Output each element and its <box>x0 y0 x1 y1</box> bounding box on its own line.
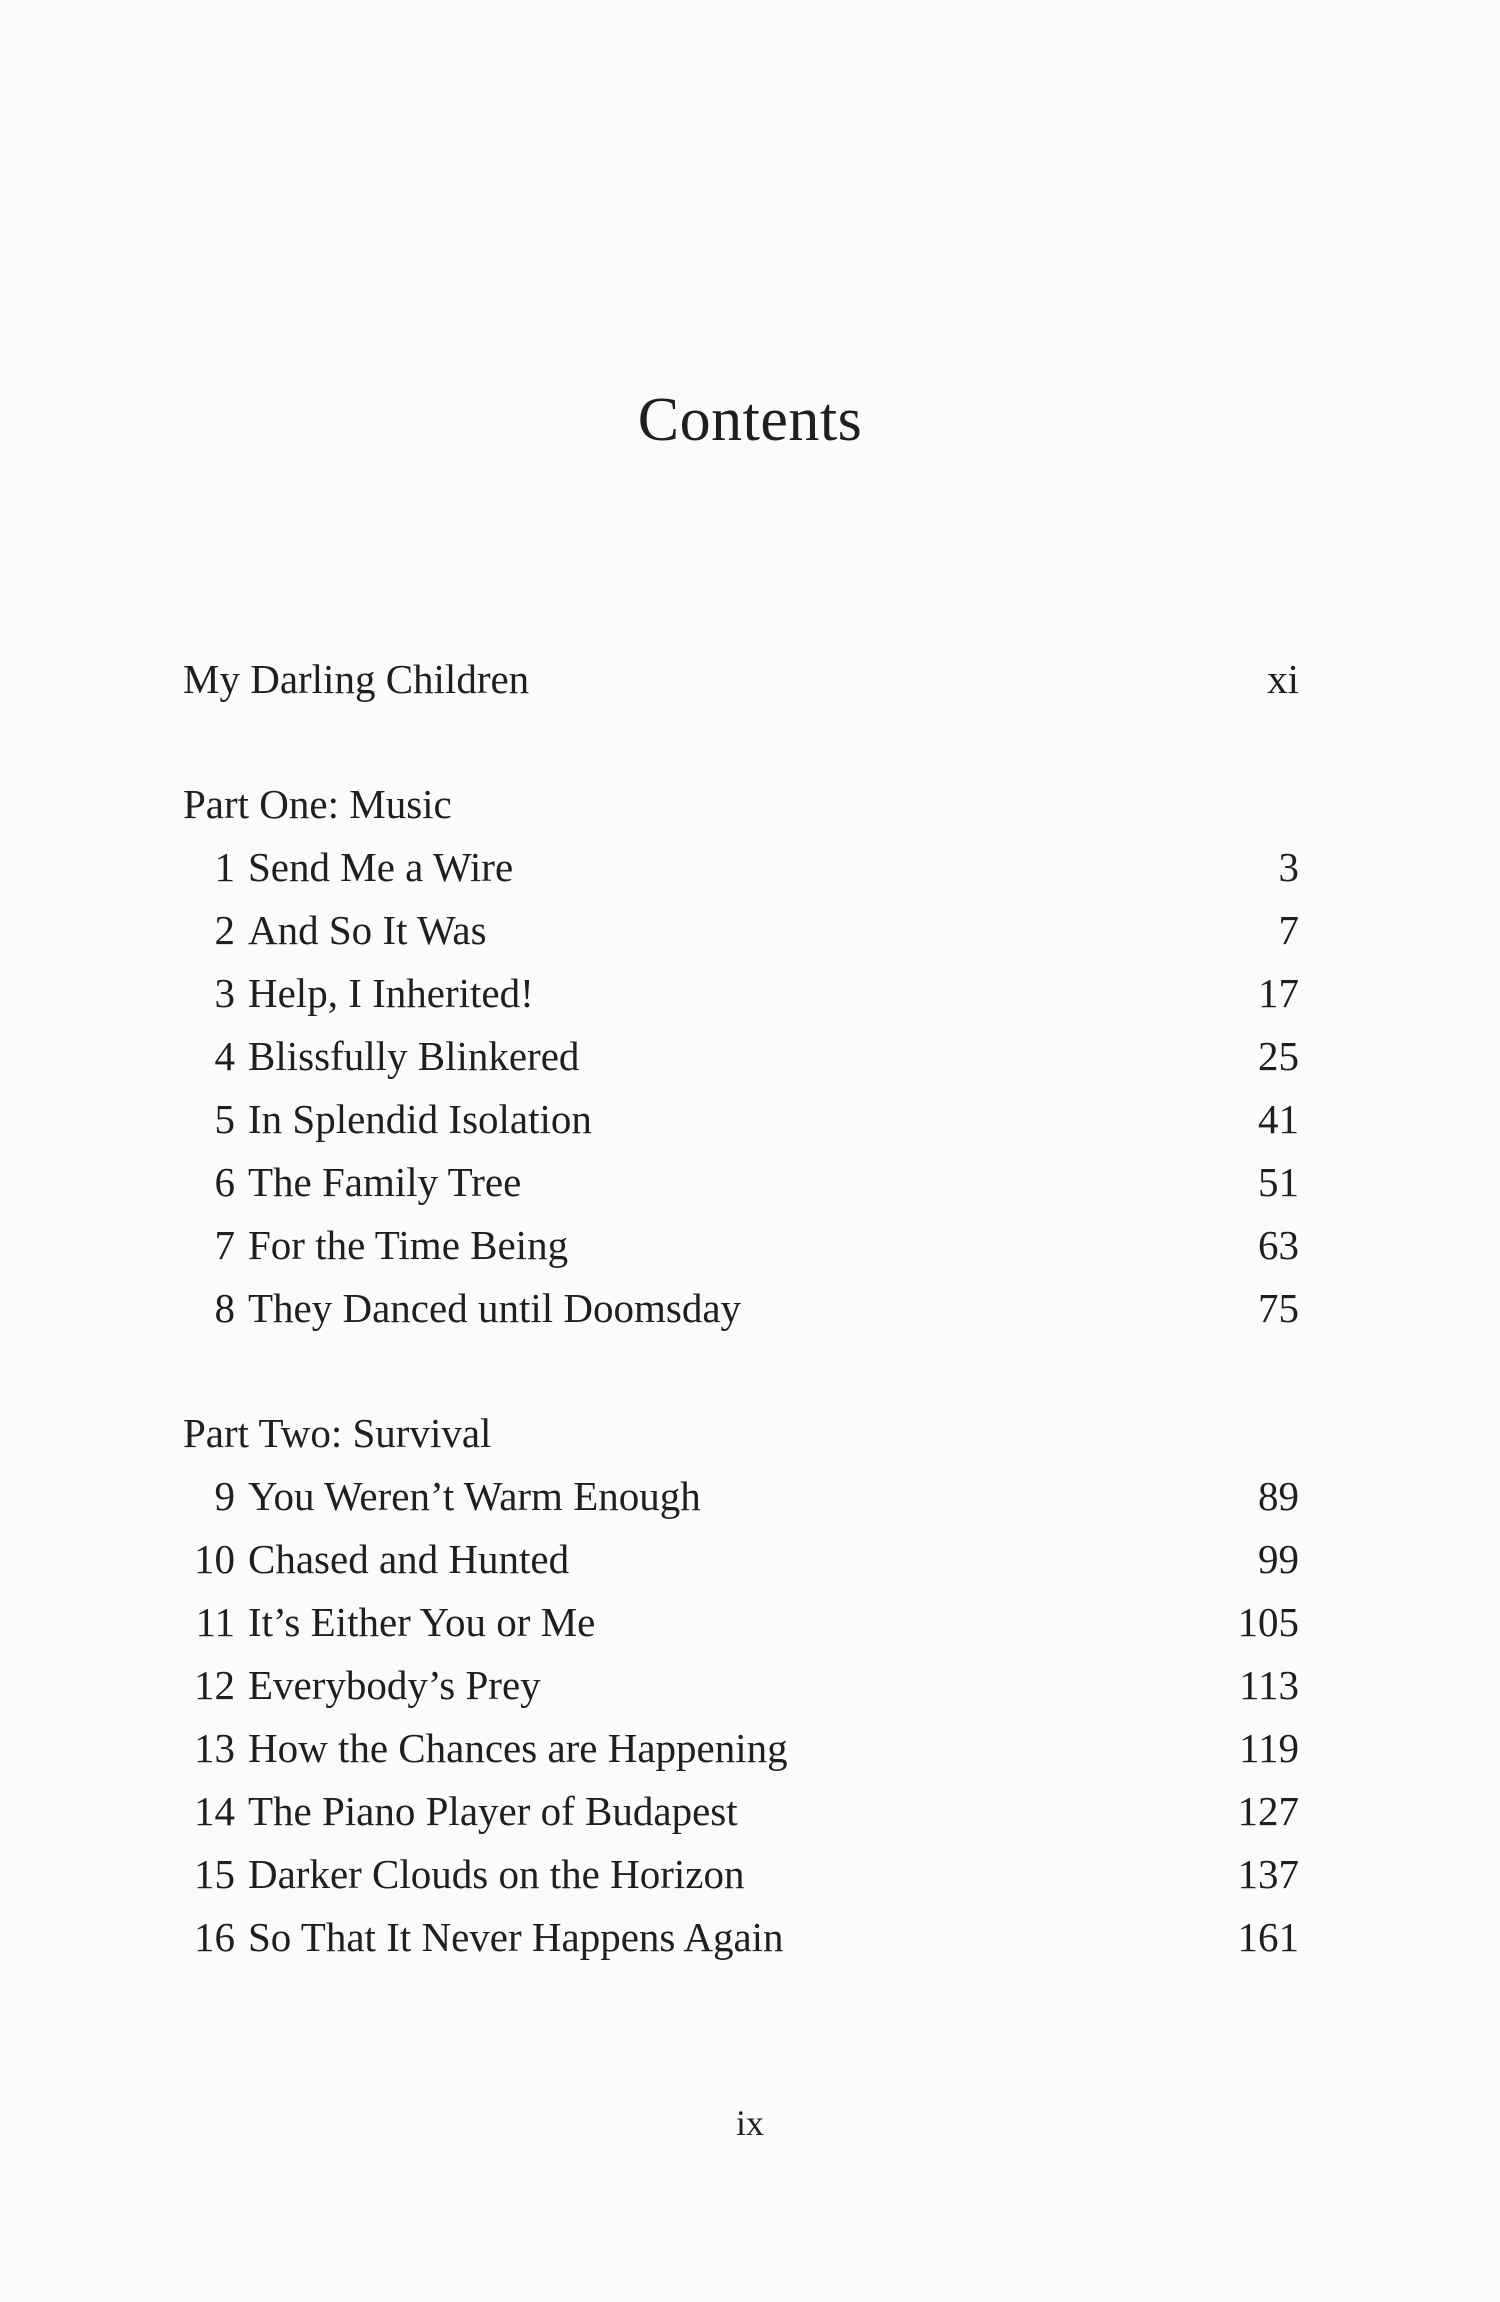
toc-entry-front-matter <box>183 648 1299 711</box>
part-heading-label: Part Two: Survival <box>183 1410 492 1456</box>
chapter-title: The Family Tree <box>248 1159 522 1205</box>
toc-page-number: xi <box>1267 656 1299 702</box>
toc-page-number: 41 <box>1258 1096 1299 1142</box>
toc-page-number: 75 <box>1258 1285 1299 1331</box>
toc-page-number: 51 <box>1258 1159 1299 1205</box>
chapter-title: For the Time Being <box>248 1222 569 1268</box>
toc-page-number: 7 <box>1278 907 1299 953</box>
toc-entry <box>183 1151 1299 1214</box>
chapter-title: Darker Clouds on the Horizon <box>248 1851 745 1897</box>
toc-entry <box>183 836 1299 899</box>
chapter-title: In Splendid Isolation <box>248 1096 592 1142</box>
chapter-number: 8 <box>214 1285 235 1331</box>
toc-page-number: 137 <box>1237 1851 1299 1897</box>
toc-entry <box>183 1528 1299 1591</box>
chapter-number: 1 <box>214 844 235 890</box>
toc-page-number: 105 <box>1237 1599 1299 1645</box>
chapter-title: Everybody’s Prey <box>248 1662 541 1708</box>
toc-page-number: 119 <box>1239 1725 1299 1771</box>
chapter-number: 15 <box>194 1851 235 1897</box>
toc-entry <box>183 1591 1299 1654</box>
toc-page-number: 161 <box>1237 1914 1299 1960</box>
part-heading-one <box>183 773 1299 836</box>
chapter-number: 12 <box>194 1662 235 1708</box>
toc-entry <box>183 1717 1299 1780</box>
chapter-title: The Piano Player of Budapest <box>248 1788 738 1834</box>
toc-entry <box>183 1025 1299 1088</box>
page-folio: ix <box>735 2103 764 2143</box>
toc-entry <box>183 1465 1299 1528</box>
table-of-contents <box>183 648 1299 1969</box>
toc-entry <box>183 899 1299 962</box>
toc-entry <box>183 1277 1299 1340</box>
chapter-number: 7 <box>214 1222 235 1268</box>
toc-entry <box>183 962 1299 1025</box>
toc-entry <box>183 1654 1299 1717</box>
chapter-title: Send Me a Wire <box>248 844 514 890</box>
toc-entry <box>183 1780 1299 1843</box>
toc-page-number: 113 <box>1239 1662 1299 1708</box>
chapter-title: It’s Either You or Me <box>248 1599 596 1645</box>
toc-page-number: 63 <box>1258 1222 1299 1268</box>
chapter-number: 2 <box>214 907 235 953</box>
toc-entry <box>183 1906 1299 1969</box>
chapter-title: Help, I Inherited! <box>248 970 534 1016</box>
chapter-number: 3 <box>214 970 235 1016</box>
chapter-number: 11 <box>195 1599 235 1645</box>
chapter-number: 6 <box>214 1159 235 1205</box>
chapter-number: 13 <box>194 1725 235 1771</box>
chapter-title: So That It Never Happens Again <box>248 1914 784 1960</box>
part-heading-label: Part One: Music <box>183 781 452 827</box>
toc-page-number: 99 <box>1258 1536 1299 1582</box>
toc-entry <box>183 1214 1299 1277</box>
toc-page-number: 3 <box>1278 844 1299 890</box>
toc-entry-label: My Darling Children <box>183 656 530 702</box>
chapter-number: 16 <box>194 1914 235 1960</box>
chapter-title: They Danced until Doomsday <box>248 1285 742 1331</box>
toc-page-number: 25 <box>1258 1033 1299 1079</box>
page-title: Contents <box>637 386 863 454</box>
chapter-title: Chased and Hunted <box>248 1536 570 1582</box>
chapter-number: 5 <box>214 1096 235 1142</box>
chapter-title: Blissfully Blinkered <box>248 1033 580 1079</box>
chapter-title: You Weren’t Warm Enough <box>248 1473 701 1519</box>
toc-entry <box>183 1088 1299 1151</box>
toc-page-number: 127 <box>1237 1788 1299 1834</box>
part-heading-two <box>183 1402 1299 1465</box>
chapter-title: And So It Was <box>248 907 487 953</box>
chapter-number: 14 <box>194 1788 235 1834</box>
chapter-number: 9 <box>214 1473 235 1519</box>
toc-page-number: 17 <box>1258 970 1299 1016</box>
chapter-number: 4 <box>214 1033 235 1079</box>
chapter-number: 10 <box>194 1536 235 1582</box>
chapter-title: How the Chances are Happening <box>248 1725 788 1771</box>
toc-entry <box>183 1843 1299 1906</box>
toc-page-number: 89 <box>1258 1473 1299 1519</box>
